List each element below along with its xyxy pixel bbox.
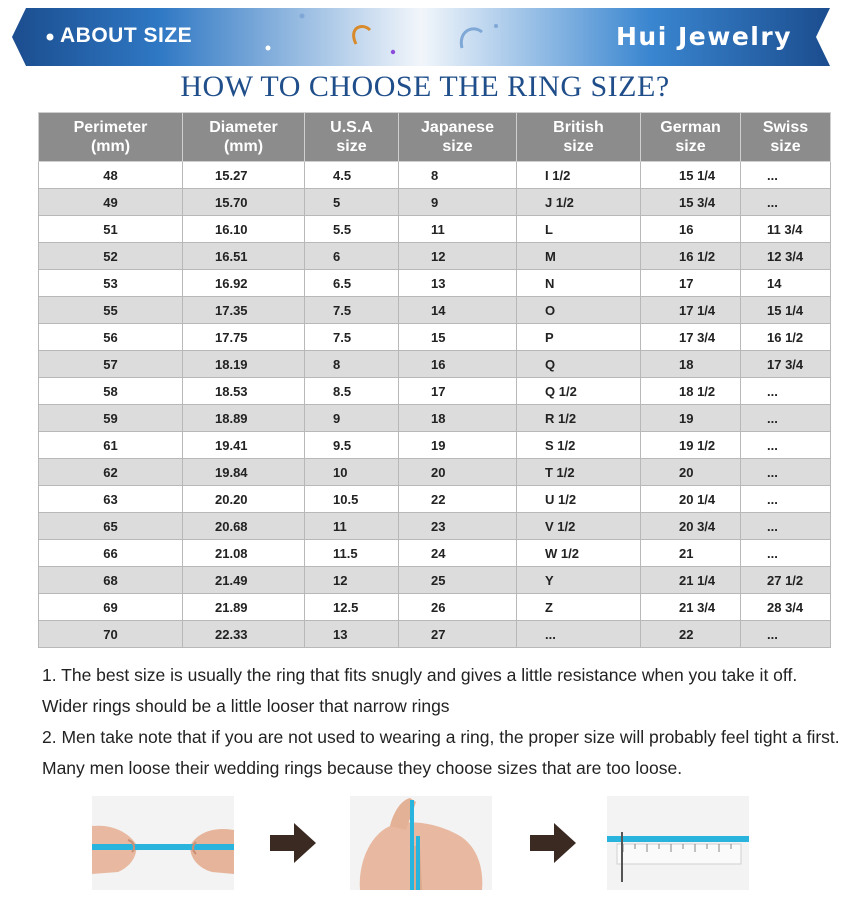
table-row xyxy=(39,540,831,567)
table-cell: ... xyxy=(517,621,641,648)
table-row xyxy=(39,351,831,378)
table-cell: 57 xyxy=(39,351,183,378)
table-cell: 19 1/2 xyxy=(641,432,741,459)
table-cell: 14 xyxy=(399,297,517,324)
table-cell: P xyxy=(517,324,641,351)
table-cell: 20 3/4 xyxy=(641,513,741,540)
table-cell: 19.84 xyxy=(183,459,305,486)
table-cell: 20 1/4 xyxy=(641,486,741,513)
table-cell: 22 xyxy=(399,486,517,513)
table-row xyxy=(39,621,831,648)
table-cell: 17 3/4 xyxy=(741,351,831,378)
table-cell: ... xyxy=(741,432,831,459)
table-row xyxy=(39,432,831,459)
table-cell: 17 1/4 xyxy=(641,297,741,324)
table-cell: O xyxy=(517,297,641,324)
table-cell: Q 1/2 xyxy=(517,378,641,405)
table-cell: 16 1/2 xyxy=(641,243,741,270)
table-cell: U 1/2 xyxy=(517,486,641,513)
table-cell: 58 xyxy=(39,378,183,405)
table-cell: 16 1/2 xyxy=(741,324,831,351)
table-row xyxy=(39,405,831,432)
table-row xyxy=(39,243,831,270)
header-banner xyxy=(12,8,830,66)
table-row xyxy=(39,378,831,405)
table-cell: 53 xyxy=(39,270,183,297)
header-diameter: Diameter (mm) xyxy=(183,113,305,162)
table-cell: 6.5 xyxy=(305,270,399,297)
table-cell: 22.33 xyxy=(183,621,305,648)
table-cell: 19 xyxy=(399,432,517,459)
table-cell: ... xyxy=(741,621,831,648)
table-cell: 7.5 xyxy=(305,297,399,324)
table-cell: 12 3/4 xyxy=(741,243,831,270)
table-cell: 17.35 xyxy=(183,297,305,324)
table-cell: 24 xyxy=(399,540,517,567)
table-cell: 8 xyxy=(305,351,399,378)
table-cell: 10 xyxy=(305,459,399,486)
note-1: 1. The best size is usually the ring that fits snugly and gives a little resistance when you take it off. Wider rings should be a little looser that narrow rings xyxy=(42,665,798,716)
right-arrow-icon xyxy=(530,823,576,863)
table-cell: 16 xyxy=(399,351,517,378)
table-cell: 20.20 xyxy=(183,486,305,513)
table-cell: 12 xyxy=(399,243,517,270)
table-cell: 18.89 xyxy=(183,405,305,432)
strip-on-ruler-icon xyxy=(607,796,749,890)
strip-wrapped-around-finger-icon xyxy=(350,796,492,890)
right-arrow-icon xyxy=(270,823,316,863)
table-row xyxy=(39,567,831,594)
header-british-size: British size xyxy=(517,113,641,162)
table-cell: 16 xyxy=(641,216,741,243)
table-cell: 23 xyxy=(399,513,517,540)
table-cell: T 1/2 xyxy=(517,459,641,486)
header-japanese-size: Japanese size xyxy=(399,113,517,162)
table-cell: 19.41 xyxy=(183,432,305,459)
table-cell: 9 xyxy=(399,189,517,216)
ring-size-table xyxy=(38,112,831,648)
table-cell: Y xyxy=(517,567,641,594)
hands-holding-paper-strip-icon xyxy=(92,796,234,890)
table-cell: 66 xyxy=(39,540,183,567)
table-cell: 28 3/4 xyxy=(741,594,831,621)
table-cell: 15 3/4 xyxy=(641,189,741,216)
table-row xyxy=(39,513,831,540)
table-cell: 15.70 xyxy=(183,189,305,216)
table-body xyxy=(39,162,831,648)
table-cell: 15 1/4 xyxy=(641,162,741,189)
header-german-size: German size xyxy=(641,113,741,162)
table-row xyxy=(39,459,831,486)
table-cell: 17 xyxy=(399,378,517,405)
table-cell: R 1/2 xyxy=(517,405,641,432)
sizing-notes xyxy=(42,660,842,784)
table-cell: 11.5 xyxy=(305,540,399,567)
table-cell: 26 xyxy=(399,594,517,621)
table-cell: 51 xyxy=(39,216,183,243)
table-cell: 11 3/4 xyxy=(741,216,831,243)
table-cell: 18.53 xyxy=(183,378,305,405)
table-cell: 8.5 xyxy=(305,378,399,405)
table-cell: ... xyxy=(741,513,831,540)
table-cell: 70 xyxy=(39,621,183,648)
table-cell: 61 xyxy=(39,432,183,459)
table-cell: 7.5 xyxy=(305,324,399,351)
table-cell: 17.75 xyxy=(183,324,305,351)
table-cell: Q xyxy=(517,351,641,378)
table-cell: J 1/2 xyxy=(517,189,641,216)
table-cell: 21 1/4 xyxy=(641,567,741,594)
table-cell: 6 xyxy=(305,243,399,270)
table-cell: ... xyxy=(741,486,831,513)
table-cell: 17 xyxy=(641,270,741,297)
table-cell: 12.5 xyxy=(305,594,399,621)
table-cell: 55 xyxy=(39,297,183,324)
table-cell: 20 xyxy=(399,459,517,486)
table-row xyxy=(39,270,831,297)
table-cell: 48 xyxy=(39,162,183,189)
table-cell: 18 xyxy=(641,351,741,378)
table-cell: 52 xyxy=(39,243,183,270)
table-row xyxy=(39,486,831,513)
table-cell: 18 xyxy=(399,405,517,432)
table-cell: 20 xyxy=(641,459,741,486)
table-cell: I 1/2 xyxy=(517,162,641,189)
table-cell: N xyxy=(517,270,641,297)
table-cell: 13 xyxy=(305,621,399,648)
table-cell: 18 1/2 xyxy=(641,378,741,405)
table-cell: 21.89 xyxy=(183,594,305,621)
table-cell: 19 xyxy=(641,405,741,432)
table-cell: ... xyxy=(741,378,831,405)
about-size-label: ABOUT SIZE xyxy=(60,24,193,47)
table-cell: 49 xyxy=(39,189,183,216)
table-cell: 10.5 xyxy=(305,486,399,513)
table-row xyxy=(39,216,831,243)
table-cell: Z xyxy=(517,594,641,621)
table-cell: 15 xyxy=(399,324,517,351)
table-cell: 27 1/2 xyxy=(741,567,831,594)
table-cell: 62 xyxy=(39,459,183,486)
table-cell: ... xyxy=(741,540,831,567)
table-cell: 16.51 xyxy=(183,243,305,270)
table-cell: 18.19 xyxy=(183,351,305,378)
table-cell: 59 xyxy=(39,405,183,432)
table-cell: 15 1/4 xyxy=(741,297,831,324)
table-cell: 9.5 xyxy=(305,432,399,459)
table-cell: 11 xyxy=(399,216,517,243)
table-cell: 15.27 xyxy=(183,162,305,189)
table-cell: L xyxy=(517,216,641,243)
table-cell: 4.5 xyxy=(305,162,399,189)
table-cell: 63 xyxy=(39,486,183,513)
table-cell: 21 xyxy=(641,540,741,567)
table-cell: 22 xyxy=(641,621,741,648)
brand-name: Hui Jewelry xyxy=(616,22,792,51)
page-title: HOW TO CHOOSE THE RING SIZE? xyxy=(180,70,670,103)
table-cell: 5 xyxy=(305,189,399,216)
table-cell: 20.68 xyxy=(183,513,305,540)
table-cell: 12 xyxy=(305,567,399,594)
table-cell: 16.10 xyxy=(183,216,305,243)
header-swiss-size: Swiss size xyxy=(741,113,831,162)
table-cell: 9 xyxy=(305,405,399,432)
table-cell: 13 xyxy=(399,270,517,297)
table-header-row xyxy=(39,113,831,162)
table-cell: 14 xyxy=(741,270,831,297)
table-cell: 21.49 xyxy=(183,567,305,594)
table-cell: 21.08 xyxy=(183,540,305,567)
table-cell: W 1/2 xyxy=(517,540,641,567)
table-row xyxy=(39,594,831,621)
table-cell: 69 xyxy=(39,594,183,621)
table-cell: 16.92 xyxy=(183,270,305,297)
table-cell: ... xyxy=(741,405,831,432)
table-row xyxy=(39,189,831,216)
table-cell: 27 xyxy=(399,621,517,648)
table-cell: 56 xyxy=(39,324,183,351)
table-cell: ... xyxy=(741,189,831,216)
table-cell: 8 xyxy=(399,162,517,189)
table-cell: 17 3/4 xyxy=(641,324,741,351)
table-cell: M xyxy=(517,243,641,270)
table-cell: 25 xyxy=(399,567,517,594)
table-cell: S 1/2 xyxy=(517,432,641,459)
table-cell: 11 xyxy=(305,513,399,540)
table-cell: ... xyxy=(741,162,831,189)
table-cell: 65 xyxy=(39,513,183,540)
header-perimeter: Perimeter (mm) xyxy=(39,113,183,162)
table-row xyxy=(39,297,831,324)
table-row xyxy=(39,324,831,351)
table-row xyxy=(39,162,831,189)
header-usa-size: U.S.A size xyxy=(305,113,399,162)
table-cell: V 1/2 xyxy=(517,513,641,540)
table-cell: 21 3/4 xyxy=(641,594,741,621)
table-cell: ... xyxy=(741,459,831,486)
table-cell: 68 xyxy=(39,567,183,594)
table-cell: 5.5 xyxy=(305,216,399,243)
note-2: 2. Men take note that if you are not used to wearing a ring, the proper size will probably feel tight a first. Many men loose their wedding rings because they choose sizes that are too loose. xyxy=(42,727,840,778)
